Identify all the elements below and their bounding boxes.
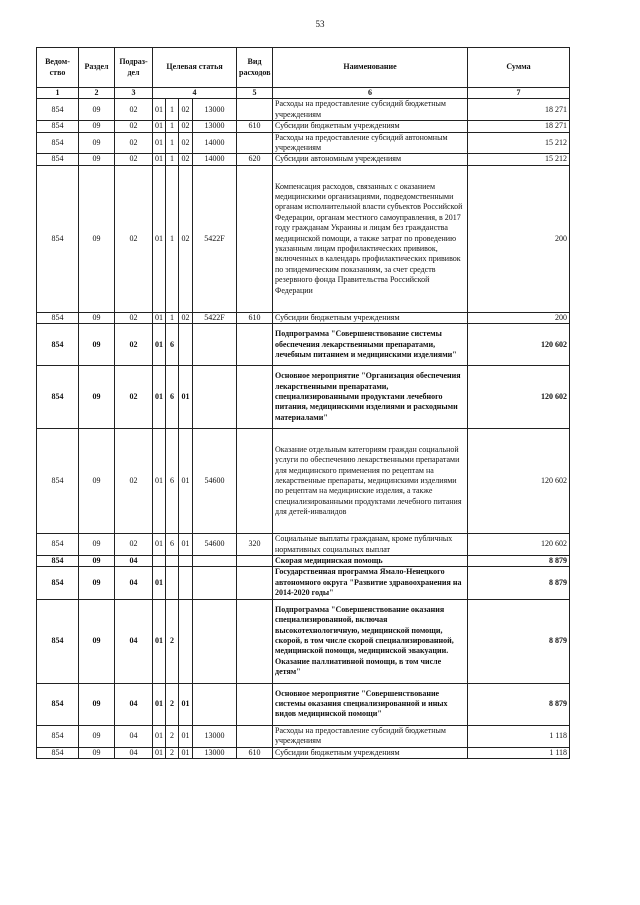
header-target: Целевая статья <box>153 48 237 88</box>
cell-vid <box>237 366 273 429</box>
cell-ved: 854 <box>37 165 79 312</box>
cell-podrazdel: 02 <box>115 165 153 312</box>
cell-target-4: 5422F <box>193 312 237 323</box>
cell-target-3: 01 <box>179 534 193 556</box>
cell-vid <box>237 132 273 154</box>
cell-ved: 854 <box>37 132 79 154</box>
cell-name: Расходы на предоставление субсидий бюджетным учреждениям <box>273 99 468 121</box>
cell-ved: 854 <box>37 324 79 366</box>
cell-razdel: 09 <box>79 312 115 323</box>
cell-vid <box>237 599 273 683</box>
cell-target-1: 01 <box>153 747 166 758</box>
cell-name: Основное мероприятие "Совершенствование системы оказания специализированной и иных видов медицинской помощи" <box>273 683 468 725</box>
cell-podrazdel: 02 <box>115 366 153 429</box>
cell-ved: 854 <box>37 429 79 534</box>
cell-sum: 200 <box>468 165 570 312</box>
cell-target-3: 01 <box>179 747 193 758</box>
cell-razdel: 09 <box>79 725 115 747</box>
table-row <box>37 599 570 683</box>
cell-ved: 854 <box>37 683 79 725</box>
cell-target-4 <box>193 683 237 725</box>
cell-sum: 120 602 <box>468 429 570 534</box>
cell-razdel: 09 <box>79 324 115 366</box>
cell-podrazdel: 02 <box>115 132 153 154</box>
cell-target-3: 02 <box>179 312 193 323</box>
cell-target-3: 01 <box>179 725 193 747</box>
header-ved: Ведом-ство <box>37 48 79 88</box>
cell-razdel: 09 <box>79 429 115 534</box>
cell-target-3 <box>179 567 193 599</box>
cell-razdel: 09 <box>79 599 115 683</box>
cell-vid <box>237 567 273 599</box>
cell-podrazdel: 02 <box>115 312 153 323</box>
cell-target-3 <box>179 599 193 683</box>
cell-ved: 854 <box>37 312 79 323</box>
cell-target-1: 01 <box>153 312 166 323</box>
table-row <box>37 312 570 323</box>
cell-target-2: 2 <box>166 683 179 725</box>
cell-ved: 854 <box>37 366 79 429</box>
cell-sum: 8 879 <box>468 599 570 683</box>
cell-name: Подпрограмма "Совершенствование системы обеспечения лекарственными препаратами, лечебным питанием и медицинскими изделиями" <box>273 324 468 366</box>
cell-ved: 854 <box>37 154 79 165</box>
table-row <box>37 534 570 556</box>
cell-target-3: 01 <box>179 683 193 725</box>
table-row <box>37 366 570 429</box>
cell-target-2: 2 <box>166 725 179 747</box>
cell-target-1 <box>153 556 166 567</box>
cell-target-4 <box>193 599 237 683</box>
budget-table <box>36 47 570 759</box>
col-number: 5 <box>237 88 273 99</box>
cell-vid: 610 <box>237 121 273 132</box>
cell-sum: 15 212 <box>468 132 570 154</box>
cell-ved: 854 <box>37 725 79 747</box>
cell-razdel: 09 <box>79 154 115 165</box>
table-row <box>37 324 570 366</box>
cell-vid: 620 <box>237 154 273 165</box>
col-number: 7 <box>468 88 570 99</box>
cell-target-1: 01 <box>153 534 166 556</box>
cell-target-2: 6 <box>166 429 179 534</box>
cell-vid: 610 <box>237 747 273 758</box>
cell-target-3: 02 <box>179 99 193 121</box>
table-row <box>37 683 570 725</box>
cell-target-1: 01 <box>153 132 166 154</box>
cell-name: Субсидии бюджетным учреждениям <box>273 312 468 323</box>
cell-target-2: 1 <box>166 165 179 312</box>
cell-target-4 <box>193 366 237 429</box>
cell-ved: 854 <box>37 99 79 121</box>
cell-target-1: 01 <box>153 429 166 534</box>
table-row <box>37 99 570 121</box>
cell-ved: 854 <box>37 534 79 556</box>
cell-target-2: 2 <box>166 599 179 683</box>
table-row <box>37 725 570 747</box>
cell-razdel: 09 <box>79 683 115 725</box>
cell-podrazdel: 04 <box>115 683 153 725</box>
cell-podrazdel: 04 <box>115 747 153 758</box>
cell-target-4 <box>193 567 237 599</box>
cell-target-1: 01 <box>153 725 166 747</box>
cell-sum: 120 602 <box>468 366 570 429</box>
cell-name: Субсидии автономным учреждениям <box>273 154 468 165</box>
cell-target-2: 6 <box>166 534 179 556</box>
cell-name: Расходы на предоставление субсидий автономным учреждениям <box>273 132 468 154</box>
cell-target-4: 13000 <box>193 99 237 121</box>
cell-vid <box>237 429 273 534</box>
col-number: 6 <box>273 88 468 99</box>
cell-vid: 610 <box>237 312 273 323</box>
col-number: 4 <box>153 88 237 99</box>
cell-razdel: 09 <box>79 121 115 132</box>
cell-podrazdel: 02 <box>115 429 153 534</box>
cell-podrazdel: 02 <box>115 99 153 121</box>
cell-name: Основное мероприятие "Организация обеспечения лекарственными препаратами, специализированными продуктами лечебного питания, медицинскими изделиями и расходными материалами" <box>273 366 468 429</box>
cell-target-3: 01 <box>179 429 193 534</box>
cell-razdel: 09 <box>79 556 115 567</box>
col-number: 2 <box>79 88 115 99</box>
cell-podrazdel: 02 <box>115 534 153 556</box>
cell-sum: 8 879 <box>468 683 570 725</box>
cell-target-1: 01 <box>153 366 166 429</box>
cell-target-1: 01 <box>153 99 166 121</box>
cell-target-1: 01 <box>153 567 166 599</box>
cell-sum: 1 118 <box>468 747 570 758</box>
cell-target-3 <box>179 324 193 366</box>
cell-vid: 320 <box>237 534 273 556</box>
header-vid: Вид расходов <box>237 48 273 88</box>
cell-sum: 1 118 <box>468 725 570 747</box>
cell-vid <box>237 725 273 747</box>
cell-target-2: 6 <box>166 366 179 429</box>
cell-vid <box>237 324 273 366</box>
cell-name: Субсидии бюджетным учреждениям <box>273 747 468 758</box>
table-row <box>37 567 570 599</box>
cell-sum: 18 271 <box>468 99 570 121</box>
cell-target-4: 54600 <box>193 429 237 534</box>
page-number: 53 <box>315 19 325 29</box>
cell-razdel: 09 <box>79 132 115 154</box>
cell-razdel: 09 <box>79 99 115 121</box>
cell-podrazdel: 04 <box>115 599 153 683</box>
table-row <box>37 154 570 165</box>
cell-sum: 120 602 <box>468 324 570 366</box>
cell-sum: 15 212 <box>468 154 570 165</box>
col-number: 1 <box>37 88 79 99</box>
cell-podrazdel: 04 <box>115 567 153 599</box>
cell-target-2: 1 <box>166 154 179 165</box>
header-row <box>37 48 570 88</box>
cell-target-2 <box>166 567 179 599</box>
cell-name: Подпрограмма "Совершенствование оказания специализированной, включая высокотехнологичную, медицинской помощи, скорой, в том числе скорой специализированной, медицинской помощи, медицинской эвакуации. Оказание паллиативной помощи, в том числе детям" <box>273 599 468 683</box>
cell-target-4 <box>193 556 237 567</box>
table-row <box>37 429 570 534</box>
cell-vid <box>237 165 273 312</box>
cell-target-1: 01 <box>153 324 166 366</box>
cell-target-4: 14000 <box>193 132 237 154</box>
cell-target-4: 14000 <box>193 154 237 165</box>
cell-target-1: 01 <box>153 683 166 725</box>
cell-ved: 854 <box>37 599 79 683</box>
cell-sum: 200 <box>468 312 570 323</box>
cell-target-2 <box>166 556 179 567</box>
cell-target-4: 5422F <box>193 165 237 312</box>
table-row <box>37 165 570 312</box>
cell-sum: 8 879 <box>468 567 570 599</box>
cell-podrazdel: 04 <box>115 725 153 747</box>
cell-target-1: 01 <box>153 165 166 312</box>
cell-razdel: 09 <box>79 366 115 429</box>
cell-target-3: 02 <box>179 165 193 312</box>
cell-target-1: 01 <box>153 599 166 683</box>
cell-sum: 8 879 <box>468 556 570 567</box>
cell-target-3 <box>179 556 193 567</box>
cell-name: Субсидии бюджетным учреждениям <box>273 121 468 132</box>
cell-razdel: 09 <box>79 567 115 599</box>
cell-name: Компенсация расходов, связанных с оказанием медицинскими организациями, подведомственными органам исполнительной власти субъектов Российской Федерации, органам местного самоуправления, в 2017 году гражданам Украины и лицам без гражданства медицинской помощи, а также затрат по проведению указанным лицам профилактических прививок, включенных в календарь профилактических прививок по эпидемическим показаниям, за счет средств резервного фонда Правительства Российской Федерации <box>273 165 468 312</box>
cell-podrazdel: 02 <box>115 121 153 132</box>
cell-name: Государственная программа Ямало-Ненецкого автономного округа "Развитие здравоохранения на 2014-2020 годы" <box>273 567 468 599</box>
cell-sum: 18 271 <box>468 121 570 132</box>
header-podrazdel: Подраз-дел <box>115 48 153 88</box>
cell-ved: 854 <box>37 121 79 132</box>
cell-podrazdel: 02 <box>115 154 153 165</box>
header-sum: Сумма <box>468 48 570 88</box>
cell-target-3: 02 <box>179 121 193 132</box>
cell-target-4: 13000 <box>193 725 237 747</box>
cell-target-4: 13000 <box>193 121 237 132</box>
cell-target-2: 1 <box>166 132 179 154</box>
header-razdel: Раздел <box>79 48 115 88</box>
cell-vid <box>237 683 273 725</box>
cell-target-2: 1 <box>166 312 179 323</box>
cell-vid <box>237 99 273 121</box>
cell-name: Расходы на предоставление субсидий бюджетным учреждениям <box>273 725 468 747</box>
cell-vid <box>237 556 273 567</box>
table-row <box>37 121 570 132</box>
cell-target-2: 2 <box>166 747 179 758</box>
cell-razdel: 09 <box>79 534 115 556</box>
cell-target-3: 01 <box>179 366 193 429</box>
cell-podrazdel: 04 <box>115 556 153 567</box>
cell-sum: 120 602 <box>468 534 570 556</box>
table-body <box>37 99 570 759</box>
cell-target-2: 6 <box>166 324 179 366</box>
cell-razdel: 09 <box>79 747 115 758</box>
cell-target-1: 01 <box>153 154 166 165</box>
cell-ved: 854 <box>37 556 79 567</box>
table-row <box>37 556 570 567</box>
cell-name: Скорая медицинская помощь <box>273 556 468 567</box>
cell-target-4 <box>193 324 237 366</box>
header-name: Наименование <box>273 48 468 88</box>
cell-ved: 854 <box>37 747 79 758</box>
cell-razdel: 09 <box>79 165 115 312</box>
cell-name: Социальные выплаты гражданам, кроме публичных нормативных социальных выплат <box>273 534 468 556</box>
cell-target-4: 54600 <box>193 534 237 556</box>
cell-target-2: 1 <box>166 99 179 121</box>
cell-target-2: 1 <box>166 121 179 132</box>
cell-name: Оказание отдельным категориям граждан социальной услуги по обеспечению лекарственными препаратами для медицинского применения по рецептам на лекарственные препараты, медицинскими изделиями по рецептам на медицинские изделия, а также специализированными продуктами лечебного питания для детей-инвалидов <box>273 429 468 534</box>
cell-target-1: 01 <box>153 121 166 132</box>
col-number: 3 <box>115 88 153 99</box>
table-row <box>37 132 570 154</box>
cell-target-3: 02 <box>179 154 193 165</box>
cell-podrazdel: 02 <box>115 324 153 366</box>
table-row <box>37 747 570 758</box>
column-numbers-row <box>37 88 570 99</box>
cell-target-3: 02 <box>179 132 193 154</box>
cell-ved: 854 <box>37 567 79 599</box>
cell-target-4: 13000 <box>193 747 237 758</box>
